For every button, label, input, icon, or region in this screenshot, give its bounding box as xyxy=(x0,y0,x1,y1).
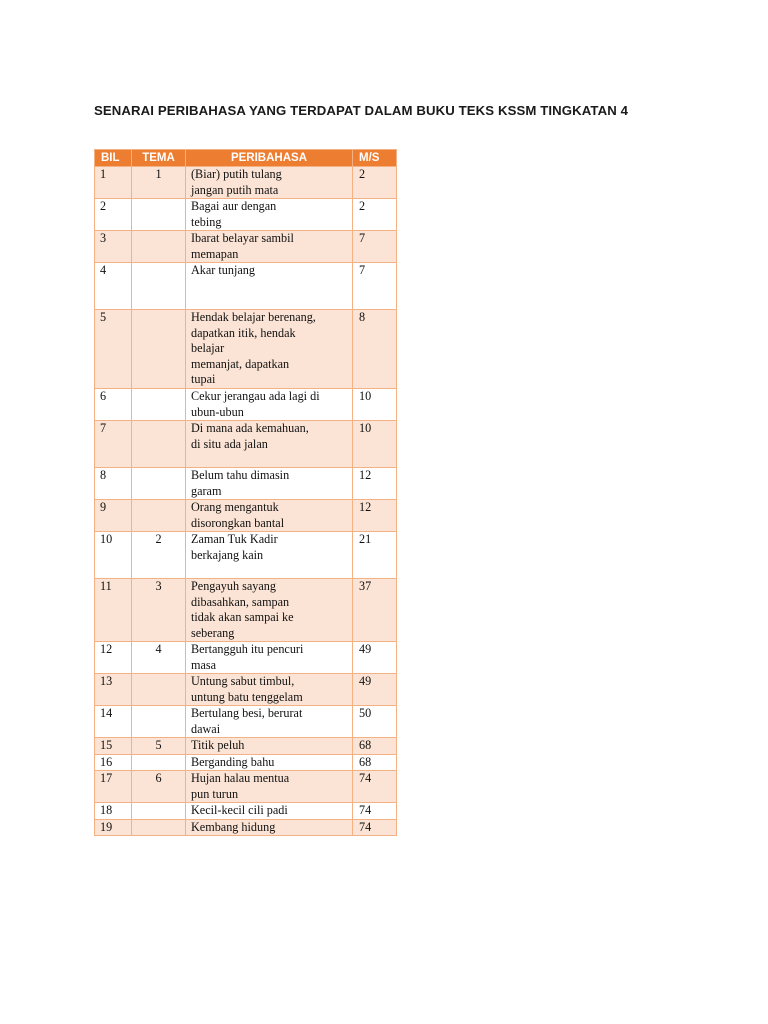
cell-tema: 3 xyxy=(132,579,186,642)
table-row xyxy=(95,803,397,820)
cell-tema xyxy=(132,263,186,310)
cell-bil: 14 xyxy=(95,706,132,738)
cell-tema xyxy=(132,803,186,820)
cell-peribahasa: Akar tunjang xyxy=(186,263,353,310)
cell-tema: 5 xyxy=(132,738,186,755)
cell-tema xyxy=(132,500,186,532)
header-ms: M/S xyxy=(353,150,397,167)
cell-bil: 6 xyxy=(95,389,132,421)
table-row xyxy=(95,500,397,532)
cell-bil: 8 xyxy=(95,468,132,500)
cell-peribahasa: Untung sabut timbul, untung batu tenggelam xyxy=(186,674,353,706)
cell-tema: 6 xyxy=(132,771,186,803)
cell-peribahasa: Bertangguh itu pencuri masa xyxy=(186,642,353,674)
table-row xyxy=(95,819,397,836)
cell-bil: 2 xyxy=(95,199,132,231)
cell-ms: 68 xyxy=(353,754,397,771)
cell-ms: 10 xyxy=(353,389,397,421)
table-row xyxy=(95,706,397,738)
cell-peribahasa: Orang mengantuk disorongkan bantal xyxy=(186,500,353,532)
cell-bil: 9 xyxy=(95,500,132,532)
table-row xyxy=(95,199,397,231)
cell-bil: 16 xyxy=(95,754,132,771)
cell-peribahasa: Hendak belajar berenang, dapatkan itik, hendak belajar memanjat, dapatkan tupai xyxy=(186,310,353,389)
cell-ms: 12 xyxy=(353,468,397,500)
header-tema: TEMA xyxy=(132,150,186,167)
cell-bil: 1 xyxy=(95,167,132,199)
cell-ms: 12 xyxy=(353,500,397,532)
table-body xyxy=(95,167,397,836)
cell-peribahasa: Berganding bahu xyxy=(186,754,353,771)
cell-ms: 50 xyxy=(353,706,397,738)
cell-tema xyxy=(132,706,186,738)
table-row xyxy=(95,642,397,674)
cell-tema xyxy=(132,754,186,771)
cell-ms: 49 xyxy=(353,674,397,706)
cell-bil: 10 xyxy=(95,532,132,579)
cell-bil: 15 xyxy=(95,738,132,755)
cell-peribahasa: Zaman Tuk Kadir berkajang kain xyxy=(186,532,353,579)
header-peribahasa: PERIBAHASA xyxy=(186,150,353,167)
table-row xyxy=(95,754,397,771)
table-row xyxy=(95,231,397,263)
cell-peribahasa: Bagai aur dengan tebing xyxy=(186,199,353,231)
table-row xyxy=(95,263,397,310)
cell-tema xyxy=(132,389,186,421)
cell-ms: 21 xyxy=(353,532,397,579)
table-header-row xyxy=(95,150,397,167)
document-title: SENARAI PERIBAHASA YANG TERDAPAT DALAM BUKU TEKS KSSM TINGKATAN 4 xyxy=(94,103,629,118)
cell-peribahasa: Belum tahu dimasin garam xyxy=(186,468,353,500)
cell-bil: 13 xyxy=(95,674,132,706)
cell-tema xyxy=(132,421,186,468)
cell-tema: 1 xyxy=(132,167,186,199)
cell-ms: 10 xyxy=(353,421,397,468)
table-row xyxy=(95,389,397,421)
cell-peribahasa: Hujan halau mentua pun turun xyxy=(186,771,353,803)
table-row xyxy=(95,167,397,199)
table-row xyxy=(95,771,397,803)
peribahasa-table xyxy=(94,149,397,836)
table-row xyxy=(95,532,397,579)
header-bil: BIL xyxy=(95,150,132,167)
table-row xyxy=(95,738,397,755)
table-row xyxy=(95,310,397,389)
cell-peribahasa: Ibarat belayar sambil memapan xyxy=(186,231,353,263)
table-row xyxy=(95,421,397,468)
cell-ms: 8 xyxy=(353,310,397,389)
cell-bil: 17 xyxy=(95,771,132,803)
cell-ms: 74 xyxy=(353,803,397,820)
cell-ms: 37 xyxy=(353,579,397,642)
cell-tema: 2 xyxy=(132,532,186,579)
cell-tema xyxy=(132,674,186,706)
cell-ms: 49 xyxy=(353,642,397,674)
cell-ms: 68 xyxy=(353,738,397,755)
cell-bil: 19 xyxy=(95,819,132,836)
cell-peribahasa: (Biar) putih tulang jangan putih mata xyxy=(186,167,353,199)
cell-peribahasa: Bertulang besi, berurat dawai xyxy=(186,706,353,738)
cell-tema: 4 xyxy=(132,642,186,674)
cell-ms: 7 xyxy=(353,263,397,310)
table-row xyxy=(95,579,397,642)
cell-bil: 12 xyxy=(95,642,132,674)
cell-tema xyxy=(132,231,186,263)
cell-tema xyxy=(132,819,186,836)
cell-ms: 74 xyxy=(353,771,397,803)
cell-peribahasa: Kecil-kecil cili padi xyxy=(186,803,353,820)
cell-peribahasa: Cekur jerangau ada lagi di ubun-ubun xyxy=(186,389,353,421)
cell-tema xyxy=(132,310,186,389)
cell-tema xyxy=(132,468,186,500)
table-row xyxy=(95,674,397,706)
cell-bil: 5 xyxy=(95,310,132,389)
cell-bil: 18 xyxy=(95,803,132,820)
cell-ms: 7 xyxy=(353,231,397,263)
cell-bil: 4 xyxy=(95,263,132,310)
cell-bil: 7 xyxy=(95,421,132,468)
cell-peribahasa: Pengayuh sayang dibasahkan, sampan tidak akan sampai ke seberang xyxy=(186,579,353,642)
cell-bil: 3 xyxy=(95,231,132,263)
table-row xyxy=(95,468,397,500)
cell-peribahasa: Kembang hidung xyxy=(186,819,353,836)
cell-ms: 2 xyxy=(353,167,397,199)
cell-ms: 2 xyxy=(353,199,397,231)
cell-ms: 74 xyxy=(353,819,397,836)
cell-peribahasa: Titik peluh xyxy=(186,738,353,755)
cell-tema xyxy=(132,199,186,231)
cell-peribahasa: Di mana ada kemahuan, di situ ada jalan xyxy=(186,421,353,468)
cell-bil: 11 xyxy=(95,579,132,642)
